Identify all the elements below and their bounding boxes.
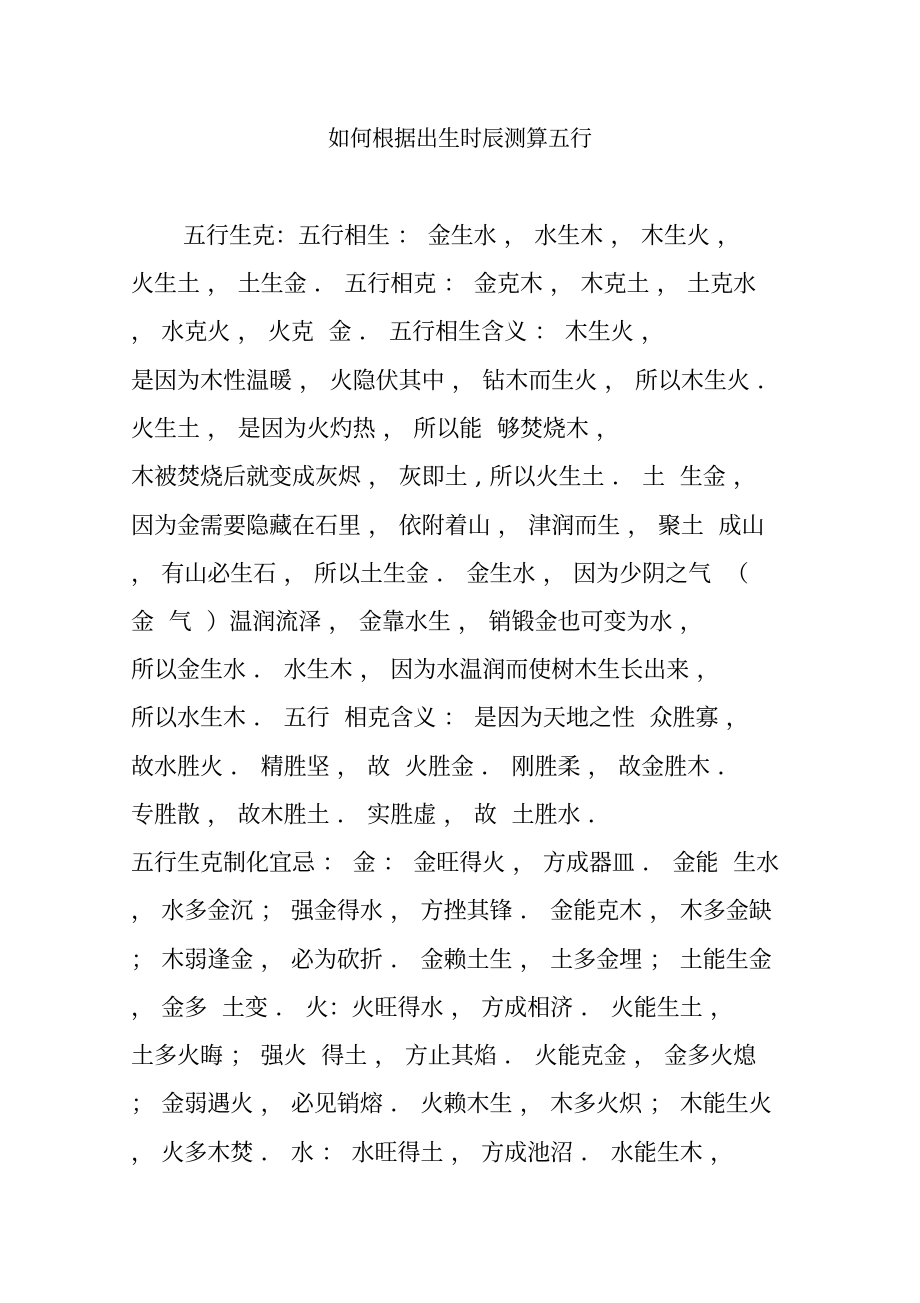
paragraph-line: 专胜散 ， 故木胜土 ． 实胜虚 ， 故 土胜水 ．	[131, 802, 611, 828]
document-title: 如何根据出生时辰测算五行	[327, 127, 592, 152]
paragraph-line: 金 气 ）温润流泽 ， 金靠水生 ， 销锻金也可变为水 ，	[131, 609, 703, 635]
paragraph-line: 火生土 ， 土生金 ． 五行相克 ： 金克木 ， 木克土 ， 土克水	[131, 271, 757, 297]
paragraph-line: 因为金需要隐藏在石里 ， 依附着山 ， 津润而生 ， 聚土 成山	[131, 513, 765, 539]
paragraph-line: 五行生克：五行相生 ： 金生水 ， 水生木 ， 木生火 ，	[183, 223, 741, 249]
paragraph-line: ， 水克火 ， 火克 金 ． 五行相生含义 ： 木生火 ，	[131, 319, 665, 345]
paragraph-line: ； 木弱逢金 ， 必为砍折 ． 金赖土生 ， 土多金埋 ； 土能生金	[131, 947, 772, 973]
paragraph-line: ， 有山必生石 ， 所以土生金 ． 金生水 ， 因为少阴之气 （	[131, 561, 749, 587]
paragraph-line: 所以水生木 ． 五行 相克含义 ： 是因为天地之性 众胜寡 ，	[131, 705, 749, 731]
paragraph-line: 故水胜火 ． 精胜坚 ， 故 火胜金 ． 刚胜柔 ， 故金胜木 ．	[131, 754, 741, 780]
paragraph-line: ， 水多金沉 ； 强金得水 ， 方挫其锋 ． 金能克木 ， 木多金缺	[131, 898, 772, 924]
paragraph-line: 所以金生水 ． 水生木 ， 因为水温润而使树木生长出来 ，	[131, 657, 720, 683]
paragraph-line: 土多火晦 ； 强火 得土 ， 方止其焰 ． 火能克金 ， 金多火熄	[131, 1043, 757, 1069]
paragraph-line: 火生土 ， 是因为火灼热 ， 所以能 够焚烧木 ，	[131, 416, 620, 442]
paragraph-line: 五行生克制化宜忌 ： 金 ： 金旺得火 ， 方成器皿 ． 金能 生水	[131, 850, 780, 876]
paragraph-line: ， 金多 土变 ． 火：火旺得水 ， 方成相济 ． 火能生土 ，	[131, 995, 734, 1021]
paragraph-line: 是因为木性温暖 ， 火隐伏其中 ， 钻木而生火 ， 所以木生火 ．	[131, 368, 781, 394]
paragraph-line: ， 火多木焚 ． 水 ： 水旺得土 ， 方成池沼 ． 水能生木 ，	[131, 1140, 734, 1166]
paragraph-line: ； 金弱遇火 ， 必见销熔 ． 火赖木生 ， 木多火炽 ； 木能生火	[131, 1091, 772, 1117]
paragraph-line: 木被焚烧后就变成灰烬 ， 灰即土 , 所以火生土 ． 土 生金 ，	[131, 464, 757, 490]
